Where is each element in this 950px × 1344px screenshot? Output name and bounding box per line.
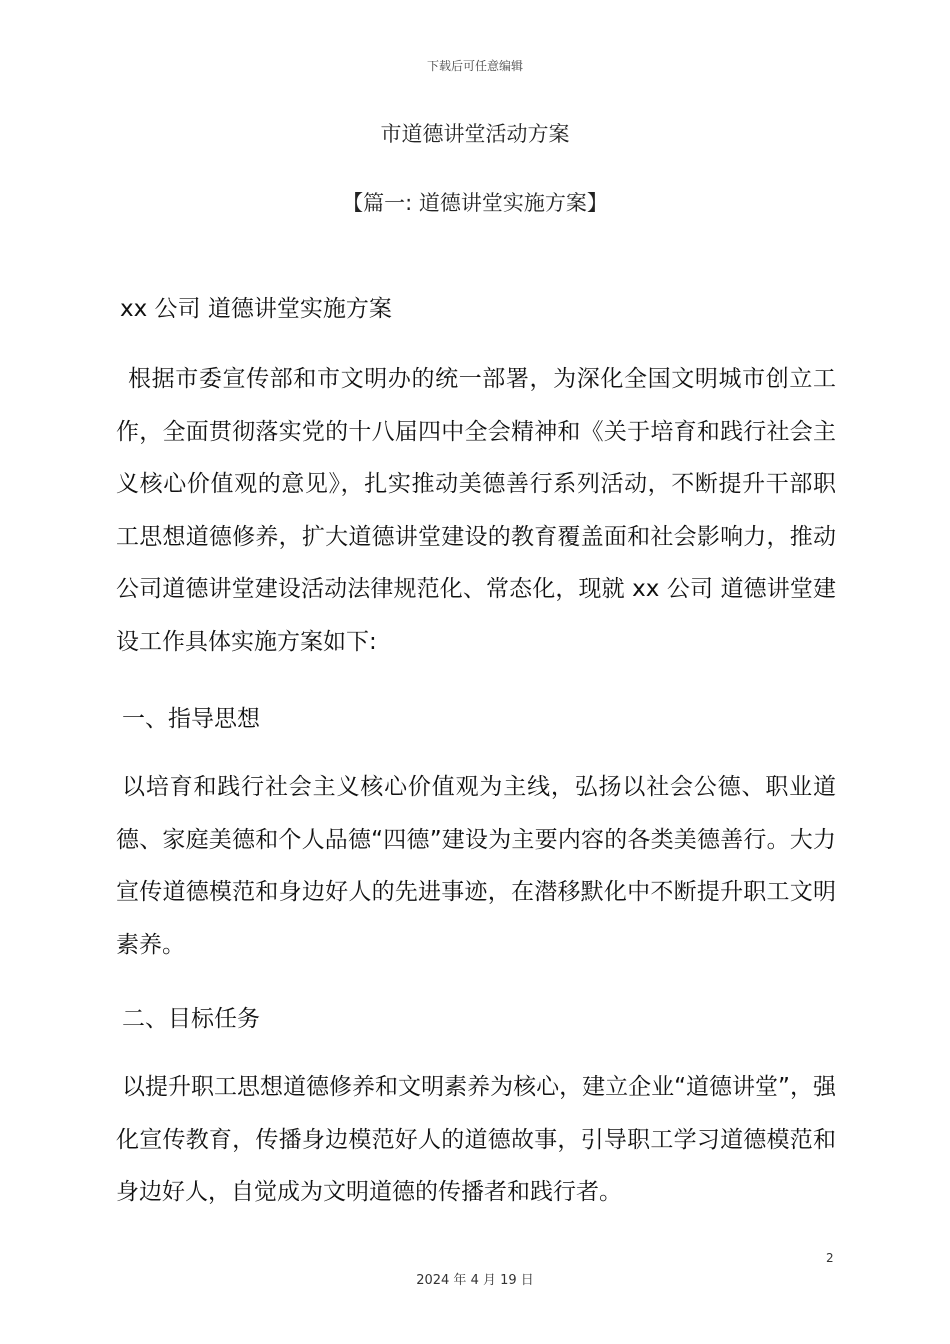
- section-body-goals-tasks-block: [116, 1061, 836, 1219]
- intro-paragraph-block: [116, 353, 836, 668]
- company-heading: xx 公司 道德讲堂实施方案: [120, 296, 392, 322]
- page-footer-date: 2024 年 4 月 19 日: [416, 1273, 534, 1288]
- section-heading-guiding-ideology: 一、指导思想: [122, 706, 260, 732]
- section-heading-goals-tasks: 二、目标任务: [122, 1006, 260, 1032]
- document-subtitle: 【篇一: 道德讲堂实施方案】: [342, 191, 608, 215]
- intro-paragraph: 根据市委宣传部和市文明办的统一部署，为深化全国文明城市创立工作，全面贯彻落实党的十八届四中全会精神和《关于培育和践行社会主义核心价值观的意见》，扎实推动美德善行系列活动，不断提升干部职工思想道德修养，扩大道德讲堂建设的教育覆盖面和社会影响力，推动公司道德讲堂建设活动法律规范化、常态化，现就 xx 公司 道德讲堂建设工作具体实施方案如下:: [116, 366, 836, 655]
- page-header-note: 下载后可任意编辑: [426, 59, 523, 73]
- section-body-guiding-ideology-block: [116, 761, 836, 971]
- page-number: 2: [826, 1251, 834, 1265]
- section-body-goals-tasks: 以提升职工思想道德修养和文明素养为核心，建立企业“道德讲堂”，强化宣传教育，传播身边模范好人的道德故事，引导职工学习道德模范和身边好人，自觉成为文明道德的传播者和践行者。: [116, 1074, 836, 1205]
- section-body-guiding-ideology: 以培育和践行社会主义核心价值观为主线，弘扬以社会公德、职业道德、家庭美德和个人品德“四德”建设为主要内容的各类美德善行。大力宣传道德模范和身边好人的先进事迹，在潜移默化中不断提升职工文明素养。: [116, 774, 836, 958]
- document-title: 市道德讲堂活动方案: [380, 122, 570, 146]
